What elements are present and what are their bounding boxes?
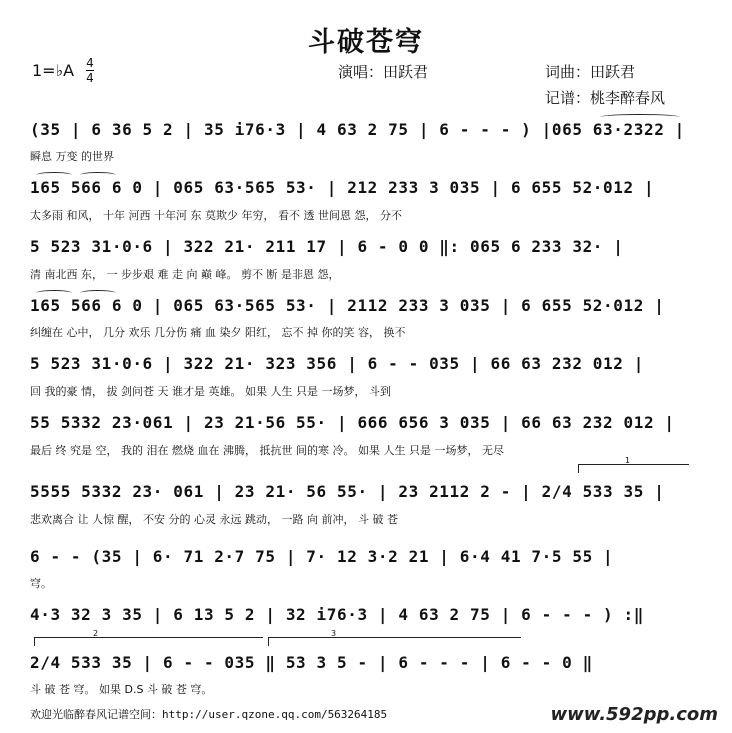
- lyric-row-4: 纠缠在 心中， 几分 欢乐 几分伤 痛 血 染夕 阳红， 忘不 掉 你的笑 容， 换不: [30, 326, 406, 339]
- volta-1: 1: [578, 464, 689, 473]
- score-row-4: 165 566 6 0 | 065 63·565 53· | 2112 233 3 035 | 6 655 52·012 |: [30, 296, 665, 315]
- score-row-5: 5 523 31·0·6 | 322 21· 323 356 | 6 - - 035 | 66 63 232 012 |: [30, 354, 644, 373]
- lyric-row-2: 太多雨 和风， 十年 河西 十年河 东 莫欺少 年穷， 看不 透 世间恩 怨， 分不: [30, 209, 402, 222]
- footer-note: 欢迎光临醉春风记谱空间：http://user.qzone.qq.com/563264185: [30, 708, 388, 721]
- score-row-2: 165 566 6 0 | 065 63·565 53· | 212 233 3 035 | 6 655 52·012 |: [30, 178, 655, 197]
- score-row-10: 2/4 533 35 | 6 - - 035 ‖ 53 3 5 - | 6 - - - | 6 - - 0 ‖: [30, 653, 593, 672]
- volta-2: 2: [34, 637, 263, 646]
- slur: [36, 290, 72, 296]
- lyric-row-5: 回 我的豪 情， 拔 剑问苍 天 谁才是 英雄。 如果 人生 只是 一场梦， 斗到: [30, 385, 391, 398]
- singer-credit: 演唱：田跃君: [338, 63, 429, 81]
- score-row-6: 55 5332 23·061 | 23 21·56 55· | 666 656 3 035 | 66 63 232 012 |: [30, 413, 675, 432]
- score-row-3: 5 523 31·0·6 | 322 21· 211 17 | 6 - 0 0 ‖: 065 6 233 32· |: [30, 237, 624, 256]
- slur: [36, 172, 72, 178]
- lyric-row-10: 斗 破 苍 穹。 如果 D.S 斗 破 苍 穹。: [30, 683, 213, 696]
- lyric-row-7: 悲欢离合 让 人惊 醒， 不安 分的 心灵 永远 跳动， 一路 向 前冲， 斗 破 苍: [30, 513, 398, 526]
- transcriber-credit: 记谱：桃李醉春风: [545, 89, 666, 107]
- lyric-row-1: 瞬息 万变 的世界: [30, 150, 114, 163]
- volta-3: 3: [268, 637, 521, 646]
- key-signature: 1=♭A: [32, 61, 75, 80]
- lyric-row-6: 最后 终 究是 空， 我的 泪在 燃烧 血在 沸腾， 抵抗世 间的寒 冷。 如果 人生 只是 一场梦， 无尽: [30, 444, 504, 457]
- slur: [80, 172, 116, 178]
- score-row-9: 4·3 32 3 35 | 6 13 5 2 | 32 i76·3 | 4 63 2 75 | 6 - - - ) :‖: [30, 605, 644, 624]
- song-title: 斗破苍穹: [308, 27, 424, 58]
- time-top: 4: [86, 56, 94, 70]
- time-signature: [86, 57, 94, 84]
- lyric-row-3: 清 南北西 东， 一 步步艰 难 走 向 巅 峰。 剪不 断 是非恩 怨，: [30, 268, 340, 281]
- score-row-1: (35 | 6 36 5 2 | 35 i76·3 | 4 63 2 75 | 6 - - - ) |065 63·2322 |: [30, 120, 685, 139]
- slur: [80, 290, 116, 296]
- composer-credit: 词曲：田跃君: [545, 63, 636, 81]
- site-watermark: www.592pp.com: [550, 704, 718, 725]
- score-row-8: 6 - - (35 | 6· 71 2·7 75 | 7· 12 3·2 21 | 6·4 41 7·5 55 |: [30, 547, 614, 566]
- score-row-7: 5555 5332 23· 061 | 23 21· 56 55· | 23 2112 2 - | 2/4 533 35 |: [30, 482, 665, 501]
- time-bottom: 4: [86, 71, 94, 85]
- lyric-row-8: 穹。: [30, 577, 52, 590]
- slur: [600, 114, 680, 120]
